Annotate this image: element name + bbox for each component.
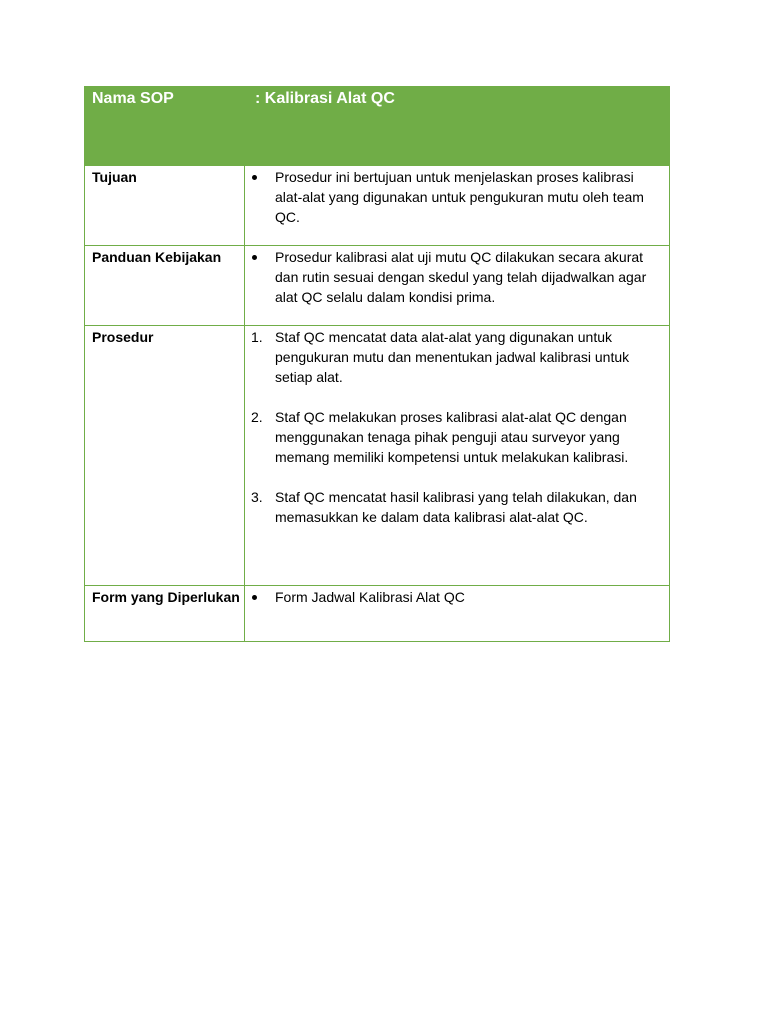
row-content-prosedur xyxy=(245,326,669,527)
row-content-panduan-kebijakan xyxy=(245,246,669,307)
bullet-icon xyxy=(252,595,257,600)
sop-name-value: : Kalibrasi Alat QC xyxy=(245,87,670,166)
list-item-text: Prosedur kalibrasi alat uji mutu QC dilakukan secara akurat dan rutin sesuai dengan skedul yang telah dijadwalkan agar alat QC selalu dalam kondisi prima. xyxy=(275,249,647,305)
list-item-text: Staf QC mencatat data alat-alat yang digunakan untuk pengukuran mutu dan menentukan jadwal kalibrasi untuk setiap alat. xyxy=(275,329,630,385)
list-item-text: Form Jadwal Kalibrasi Alat QC xyxy=(275,589,465,605)
row-content-tujuan xyxy=(245,166,669,227)
list-item xyxy=(245,167,661,227)
sop-table xyxy=(84,86,670,642)
bullet-list xyxy=(245,167,661,227)
row-label-prosedur: Prosedur xyxy=(92,329,154,345)
list-item xyxy=(245,587,661,607)
row-label-tujuan: Tujuan xyxy=(92,169,137,185)
row-form-yang-diperlukan xyxy=(85,586,670,642)
list-number: 3. xyxy=(251,489,263,505)
row-label-form-yang-diperlukan: Form yang Diperlukan xyxy=(92,589,240,605)
list-number: 2. xyxy=(251,409,263,425)
bullet-list xyxy=(245,587,661,607)
row-tujuan xyxy=(85,166,670,246)
list-item xyxy=(245,407,661,467)
row-label-panduan-kebijakan: Panduan Kebijakan xyxy=(92,249,222,265)
sop-name-label: Nama SOP xyxy=(85,87,245,166)
list-item-text: Staf QC melakukan proses kalibrasi alat-alat QC dengan menggunakan tenaga pihak penguji atau surveyor yang memang memiliki kompetensi untuk melakukan kalibrasi. xyxy=(275,409,629,465)
bullet-icon xyxy=(252,175,257,180)
sop-header-row xyxy=(85,87,670,166)
bullet-list xyxy=(245,247,661,307)
list-item xyxy=(245,487,661,527)
list-item xyxy=(245,327,661,387)
row-prosedur xyxy=(85,326,670,586)
list-number: 1. xyxy=(251,329,263,345)
row-panduan-kebijakan xyxy=(85,246,670,326)
numbered-list xyxy=(245,327,661,527)
list-item-text: Staf QC mencatat hasil kalibrasi yang telah dilakukan, dan memasukkan ke dalam data kalibrasi alat-alat QC. xyxy=(275,489,637,525)
list-item-text: Prosedur ini bertujuan untuk menjelaskan proses kalibrasi alat-alat yang digunakan untuk pengukuran mutu oleh team QC. xyxy=(275,169,644,225)
row-content-form-yang-diperlukan xyxy=(245,586,669,607)
list-item xyxy=(245,247,661,307)
bullet-icon xyxy=(252,255,257,260)
